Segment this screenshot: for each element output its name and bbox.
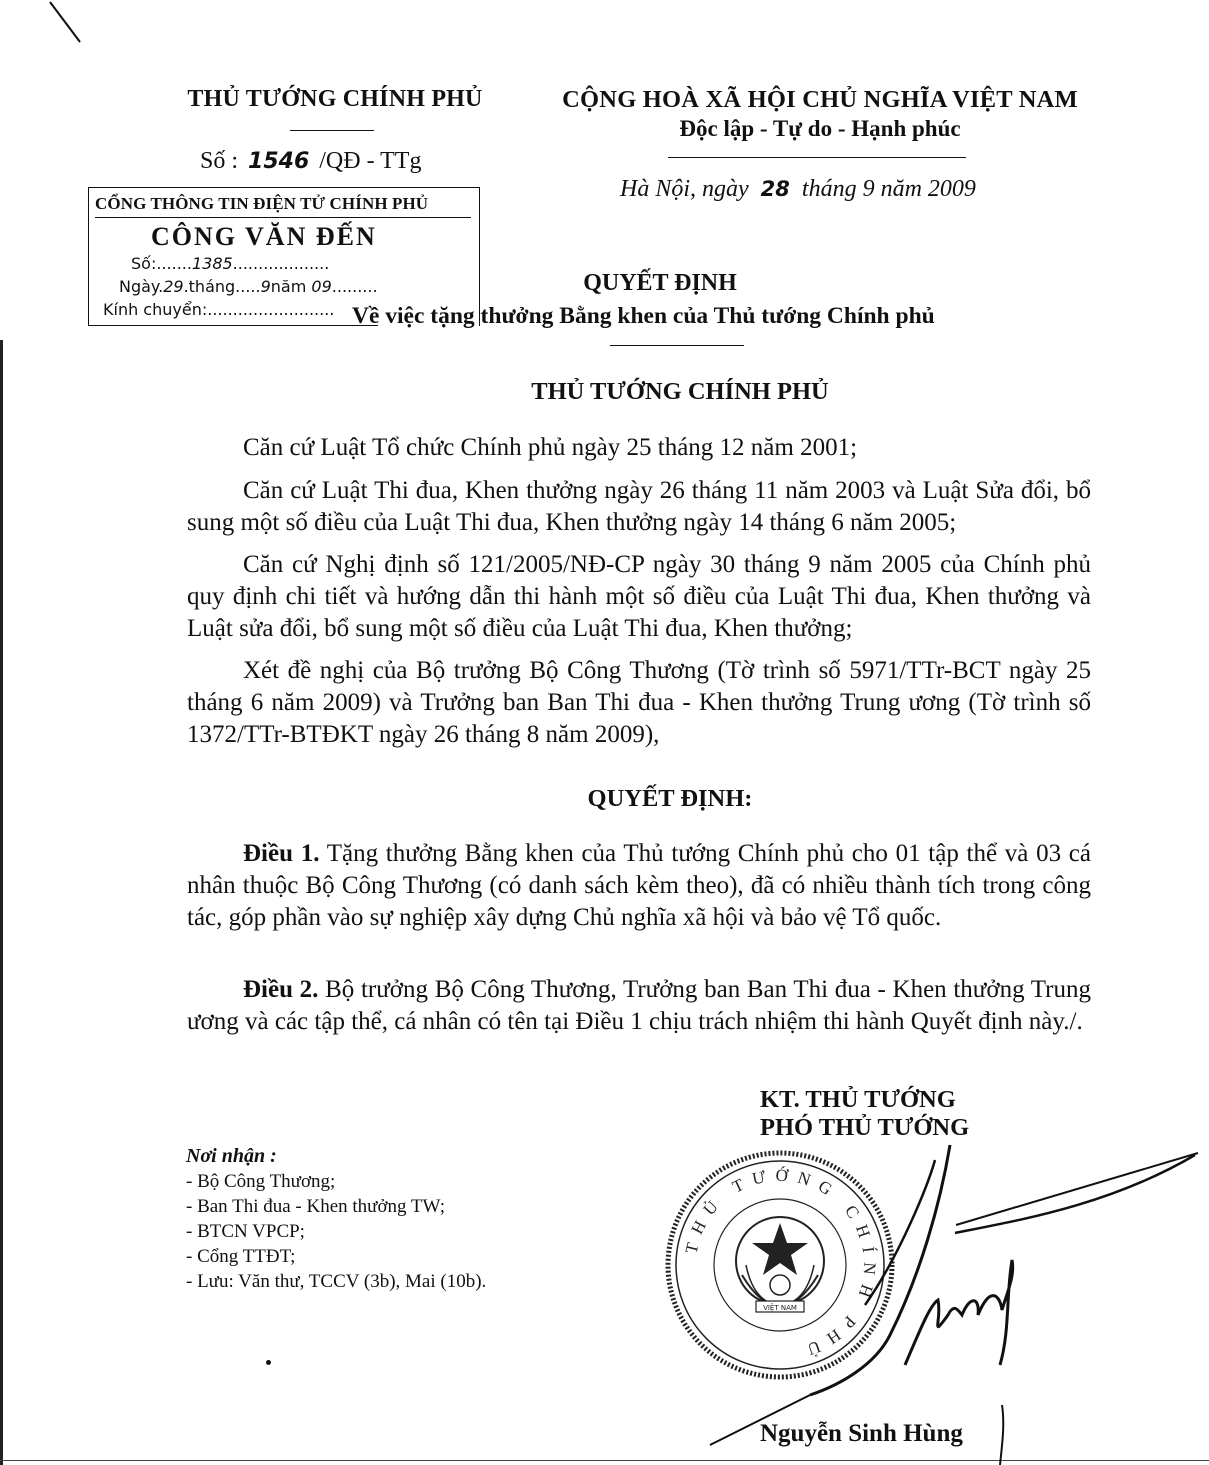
article-2 bbox=[187, 974, 1091, 1038]
stamp-month-value: 9 bbox=[260, 277, 271, 296]
scan-mark bbox=[40, 0, 100, 50]
number-suffix: /QĐ - TTg bbox=[319, 148, 422, 174]
document-number bbox=[200, 148, 421, 175]
stamp-portal-name: CỔNG THÔNG TIN ĐIỆN TỬ CHÍNH PHỦ bbox=[95, 194, 429, 213]
recipient-item: - Cổng TTĐT; bbox=[186, 1246, 296, 1267]
preamble-3: Căn cứ Nghị định số 121/2005/NĐ-CP ngày 30 tháng 9 năm 2005 của Chính phủ quy định chi tiết và hướng dẫn thi hành một số điều của Luật Thi đua, Khen thưởng và Luật sửa đổi, bổ sung một số điều của Luật Thi đua, Khen thưởng; bbox=[187, 551, 1091, 642]
issuer-title: THỦ TƯỚNG CHÍNH PHỦ bbox=[187, 86, 483, 112]
stray-dot bbox=[266, 1360, 271, 1365]
stamp-number-value: 1385 bbox=[191, 254, 233, 273]
stamp-forward-label: Kính chuyển: bbox=[103, 300, 208, 319]
country-motto: Độc lập - Tự do - Hạnh phúc bbox=[679, 116, 961, 141]
signature-title-2: PHÓ THỦ TƯỚNG bbox=[760, 1114, 970, 1141]
date-suffix: tháng 9 năm 2009 bbox=[801, 176, 976, 202]
recipient-item: - Lưu: Văn thư, TCCV (3b), Mai (10b). bbox=[186, 1271, 487, 1292]
motto-underline bbox=[668, 157, 966, 158]
decision-heading: QUYẾT ĐỊNH: bbox=[587, 785, 753, 812]
stamp-bottom-line bbox=[88, 325, 378, 326]
preamble-1: Căn cứ Luật Tổ chức Chính phủ ngày 25 tháng 12 năm 2001; bbox=[243, 434, 858, 461]
stamp-day-value: 29 bbox=[163, 277, 184, 296]
article-1-text: Tặng thưởng Bằng khen của Thủ tướng Chính phủ cho 01 tập thể và 03 cá nhân thuộc Bộ Công Thương (có danh sách kèm theo), đã có nhiều thành tích trong công tác, góp phần vào sự nghiệp xây dựng Chủ nghĩa xã hội và bảo vệ Tổ quốc. bbox=[187, 840, 1091, 931]
stamp-divider bbox=[95, 217, 471, 218]
stamp-number-row: Số:.......1385................... bbox=[131, 254, 330, 273]
date-day: 28 bbox=[760, 177, 790, 201]
stamp-month-label: .tháng..... bbox=[183, 277, 261, 296]
stamp-day-label: Ngày. bbox=[119, 277, 164, 296]
recipient-item: - BTCN VPCP; bbox=[186, 1221, 305, 1242]
decision-title: QUYẾT ĐỊNH bbox=[583, 270, 737, 296]
stamp-forward-row: Kính chuyển:......................... bbox=[103, 300, 335, 319]
authority-heading: THỦ TƯỚNG CHÍNH PHỦ bbox=[531, 378, 829, 405]
recipient-item: - Bộ Công Thương; bbox=[186, 1171, 336, 1192]
issue-date bbox=[620, 176, 976, 203]
signature-title-1: KT. THỦ TƯỚNG bbox=[760, 1086, 956, 1113]
recipient-item: - Ban Thi đua - Khen thưởng TW; bbox=[186, 1196, 446, 1217]
stamp-number-label: Số: bbox=[131, 254, 157, 273]
handwritten-signature bbox=[690, 1125, 1209, 1465]
article-2-text: Bộ trưởng Bộ Công Thương, Trưởng ban Ban Thi đua - Khen thưởng Trung ương và các tập thể, cá nhân có tên tại Điều 1 chịu trách nhiệm thi hành Quyết định này./. bbox=[187, 976, 1092, 1035]
scan-edge bbox=[0, 340, 3, 1465]
article-2-label: Điều 2. bbox=[243, 976, 319, 1003]
stamp-year-value: 09 bbox=[311, 277, 332, 296]
number-prefix: Số : bbox=[200, 148, 239, 174]
signer-name: Nguyễn Sinh Hùng bbox=[760, 1420, 963, 1447]
seal-ribbon-text: VIỆT NAM bbox=[763, 1304, 797, 1312]
recipients-block bbox=[186, 1144, 606, 1294]
date-prefix: Hà Nội, ngày bbox=[620, 176, 749, 202]
stamp-date-row: Ngày.29.tháng.....9năm 09......... bbox=[119, 277, 378, 296]
seal-ring-text: THỦ TƯỚNG CHÍNH PHỦ bbox=[681, 1165, 880, 1362]
article-1 bbox=[187, 838, 1091, 934]
decision-subject: Về việc tặng thưởng Bằng khen của Thủ tướng Chính phủ bbox=[352, 303, 935, 329]
article-1-label: Điều 1. bbox=[243, 840, 320, 867]
number-value: 1546 bbox=[248, 149, 310, 174]
preamble-2: Căn cứ Luật Thi đua, Khen thưởng ngày 26 tháng 11 năm 2003 và Luật Sửa đổi, bổ sung một số điều của Luật Thi đua, Khen thưởng ngày 14 tháng 6 năm 2005; bbox=[187, 477, 1091, 536]
preamble-4: Xét đề nghị của Bộ trưởng Bộ Công Thương (Tờ trình số 5971/TTr-BCT ngày 25 tháng 6 năm 2009) và Trưởng ban Ban Thi đua - Khen thưởng Trung ương (Tờ trình số 1372/TTr-BTĐKT ngày 26 tháng 8 năm 2009), bbox=[187, 657, 1091, 748]
stamp-title: CÔNG VĂN ĐẾN bbox=[151, 222, 377, 251]
issuer-underline bbox=[290, 130, 374, 131]
country-title: CỘNG HOÀ XÃ HỘI CHỦ NGHĨA VIỆT NAM bbox=[562, 86, 1078, 113]
subject-underline bbox=[610, 345, 744, 346]
recipients-title: Nơi nhận : bbox=[186, 1145, 277, 1167]
stamp-year-label: năm bbox=[270, 277, 307, 296]
